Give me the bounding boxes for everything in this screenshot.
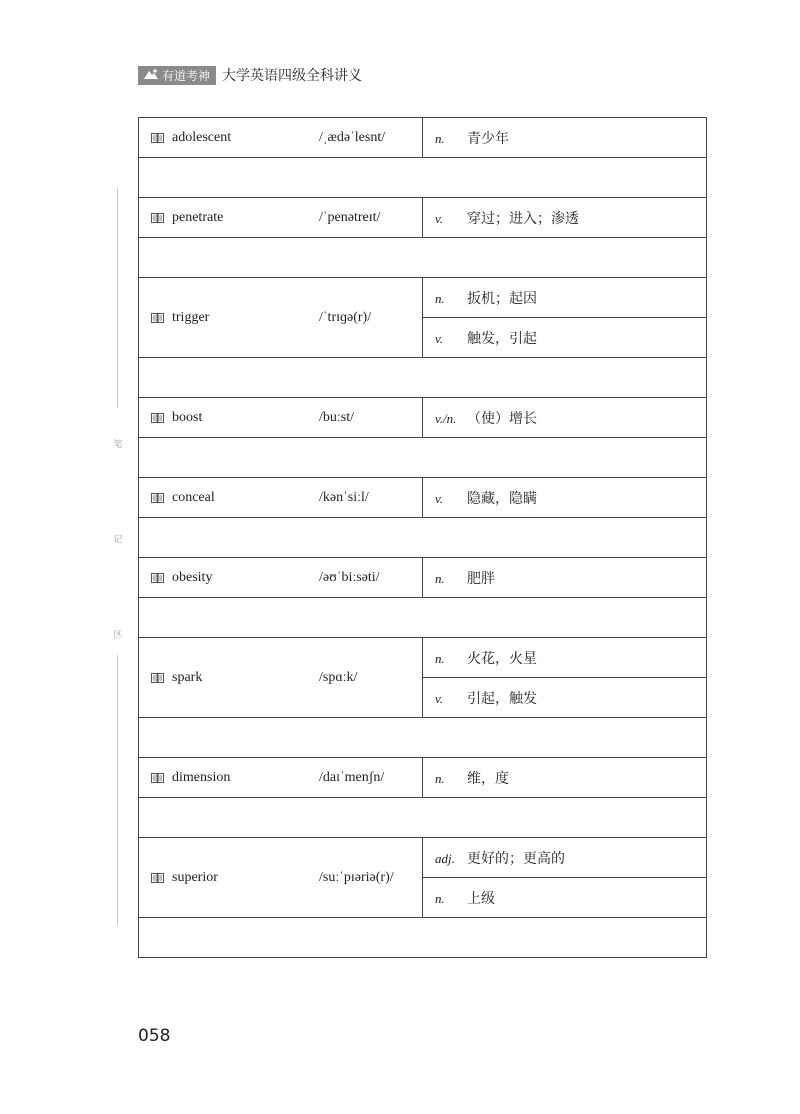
entry-row-spark <box>139 638 707 678</box>
definition-cell <box>423 478 707 518</box>
blank-note-row <box>139 358 707 398</box>
phonetic-text: /spɑːk/ <box>319 638 423 718</box>
blank-note-cell <box>139 918 707 958</box>
vocabulary-table <box>138 117 707 958</box>
entry-row-adolescent <box>139 118 707 158</box>
blank-note-row <box>139 718 707 758</box>
header-title: 大学英语四级全科讲义 <box>222 68 363 84</box>
entry-row-boost <box>139 398 707 438</box>
word-text: boost <box>172 409 203 425</box>
word-cell <box>139 278 320 358</box>
word-cell <box>139 118 320 158</box>
blank-note-cell <box>139 798 707 838</box>
phonetic-text: /ˈtrɪɡə(r)/ <box>319 278 423 358</box>
word-text: superior <box>172 869 218 885</box>
word-wrap <box>139 770 319 786</box>
blank-note-row <box>139 598 707 638</box>
meaning-text: 隐藏，隐瞒 <box>467 490 537 507</box>
word-text: dimension <box>172 769 231 785</box>
phonetic-text: /daɪˈmenʃn/ <box>319 758 423 798</box>
meaning-text: 青少年 <box>467 130 509 147</box>
meaning-text: （使）增长 <box>467 410 537 427</box>
notes-divider-top <box>117 188 118 408</box>
entry-row-superior <box>139 838 707 878</box>
entry-row-penetrate <box>139 198 707 238</box>
book-icon <box>151 673 164 683</box>
blank-note-cell <box>139 518 707 558</box>
meaning-text: 肥胖 <box>467 570 495 587</box>
book-icon <box>151 133 164 143</box>
blank-note-row <box>139 438 707 478</box>
word-text: penetrate <box>172 209 224 225</box>
blank-note-row <box>139 918 707 958</box>
part-of-speech: n. <box>435 570 445 586</box>
meaning-text: 穿过；进入；渗透 <box>467 210 579 227</box>
word-text: obesity <box>172 569 213 585</box>
word-wrap <box>139 670 319 686</box>
definition-cell <box>423 278 707 318</box>
blank-note-row <box>139 158 707 198</box>
part-of-speech: n. <box>435 130 445 146</box>
part-of-speech: n. <box>435 770 445 786</box>
definition-cell <box>423 678 707 718</box>
word-wrap <box>139 310 319 326</box>
word-text: trigger <box>172 309 210 325</box>
word-cell <box>139 758 320 798</box>
book-icon <box>151 573 164 583</box>
definition-cell <box>423 638 707 678</box>
phonetic-text: /kənˈsiːl/ <box>319 478 423 518</box>
word-wrap <box>139 490 319 506</box>
entry-row-obesity <box>139 558 707 598</box>
blank-note-cell <box>139 238 707 278</box>
brand-logo-icon <box>143 68 162 83</box>
word-text: conceal <box>172 489 215 505</box>
blank-note-row <box>139 518 707 558</box>
book-icon <box>151 413 164 423</box>
page-number: 058 <box>138 1026 171 1046</box>
word-wrap <box>139 570 319 586</box>
meaning-text: 火花，火星 <box>467 650 537 667</box>
definition-cell <box>423 398 707 438</box>
definition-cell <box>423 758 707 798</box>
entry-row-dimension <box>139 758 707 798</box>
notes-label-char-2: 记 <box>113 535 123 545</box>
book-icon <box>151 773 164 783</box>
phonetic-text: /buːst/ <box>319 398 423 438</box>
part-of-speech: adj. <box>435 850 455 866</box>
meaning-text: 维，度 <box>467 770 509 787</box>
word-wrap <box>139 130 319 146</box>
definition-cell <box>423 318 707 358</box>
meaning-text: 上级 <box>467 890 495 907</box>
notes-divider-bottom <box>117 655 118 925</box>
meaning-text: 引起，触发 <box>467 690 537 707</box>
blank-note-row <box>139 798 707 838</box>
part-of-speech: v./n. <box>435 410 457 426</box>
phonetic-text: /suːˈpɪəriə(r)/ <box>319 838 423 918</box>
word-cell <box>139 198 320 238</box>
brand-name: 有道考神 <box>162 68 211 83</box>
book-icon <box>151 873 164 883</box>
word-cell <box>139 398 320 438</box>
definition-cell <box>423 558 707 598</box>
blank-note-row <box>139 238 707 278</box>
word-text: adolescent <box>172 129 232 145</box>
book-icon <box>151 313 164 323</box>
phonetic-text: /ˈpenətreɪt/ <box>319 198 423 238</box>
part-of-speech: n. <box>435 290 445 306</box>
part-of-speech: v. <box>435 330 444 346</box>
entry-row-trigger <box>139 278 707 318</box>
notes-label-char-3: 区 <box>113 630 123 640</box>
definition-cell <box>423 878 707 918</box>
blank-note-cell <box>139 158 707 198</box>
word-wrap <box>139 870 319 886</box>
meaning-text: 触发，引起 <box>467 330 537 347</box>
word-wrap <box>139 210 319 226</box>
definition-cell <box>423 838 707 878</box>
word-cell <box>139 638 320 718</box>
entry-row-conceal <box>139 478 707 518</box>
part-of-speech: v. <box>435 490 444 506</box>
book-icon <box>151 493 164 503</box>
definition-cell <box>423 198 707 238</box>
page-header <box>138 64 362 86</box>
blank-note-cell <box>139 438 707 478</box>
word-cell <box>139 558 320 598</box>
part-of-speech: n. <box>435 890 445 906</box>
meaning-text: 更好的；更高的 <box>467 850 565 867</box>
phonetic-text: /əʊˈbiːsəti/ <box>319 558 423 598</box>
blank-note-cell <box>139 358 707 398</box>
part-of-speech: v. <box>435 690 444 706</box>
part-of-speech: v. <box>435 210 444 226</box>
word-text: spark <box>172 669 203 685</box>
blank-note-cell <box>139 718 707 758</box>
word-cell <box>139 838 320 918</box>
brand-badge <box>138 66 216 85</box>
meaning-text: 扳机；起因 <box>467 290 537 307</box>
word-cell <box>139 478 320 518</box>
book-icon <box>151 213 164 223</box>
part-of-speech: n. <box>435 650 445 666</box>
notes-label-char-1: 笔 <box>113 440 123 450</box>
blank-note-cell <box>139 598 707 638</box>
phonetic-text: /ˌædəˈlesnt/ <box>319 118 423 158</box>
word-wrap <box>139 410 319 426</box>
definition-cell <box>423 118 707 158</box>
